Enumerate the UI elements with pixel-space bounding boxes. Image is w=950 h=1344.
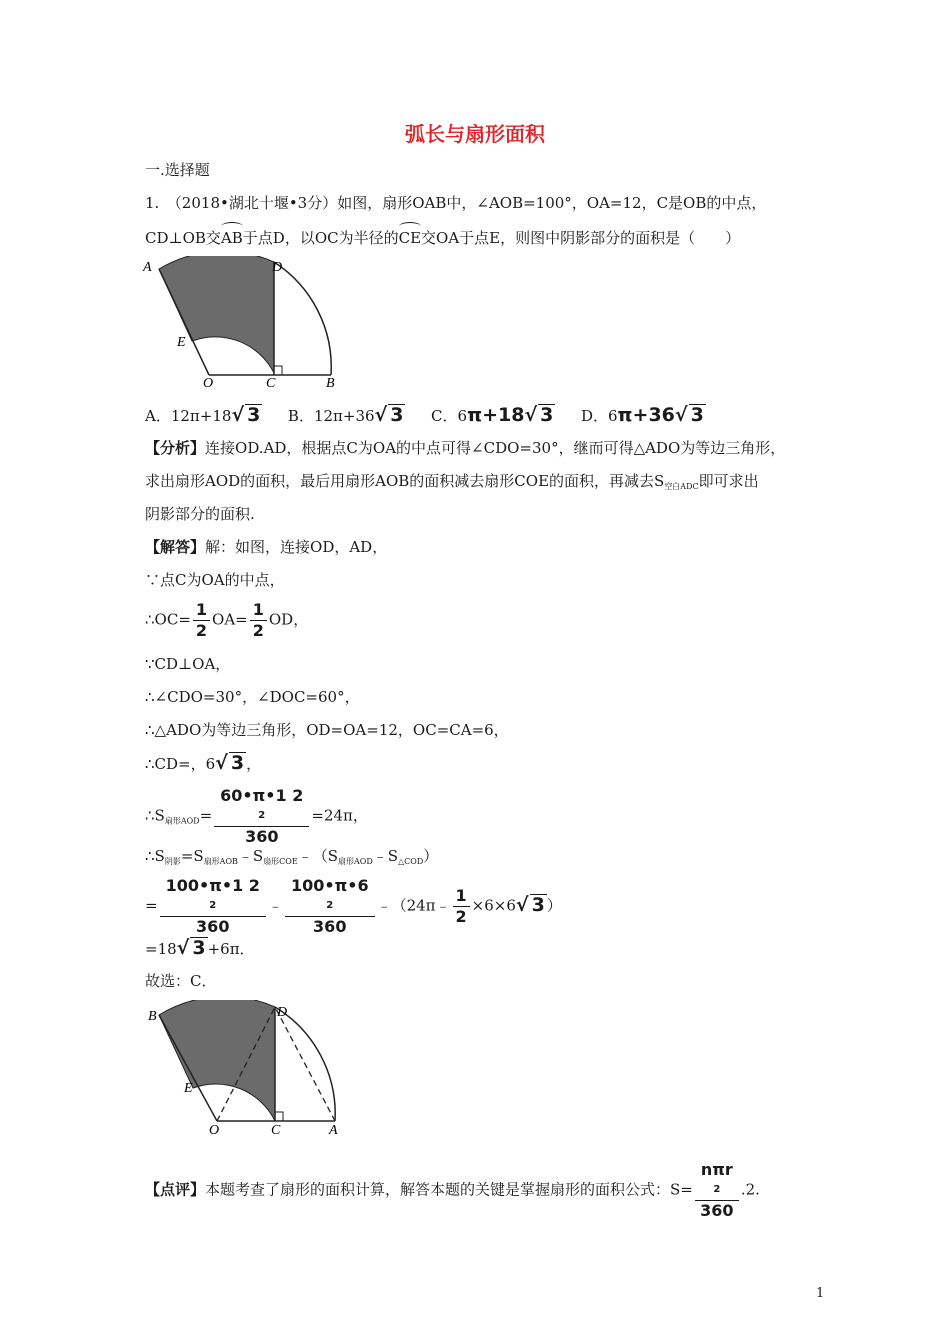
right-angle-mark bbox=[275, 1112, 283, 1121]
label-D: D bbox=[277, 1005, 288, 1020]
figure-2-sector-diagram bbox=[140, 1000, 350, 1140]
solution-step-2: ∴OC= $\frac{1}{2}$ OA= $\frac{1}{2}$ OD， bbox=[145, 600, 309, 640]
comment-line: 【点评】本题考查了扇形的面积计算，解答本题的关键是掌握扇形的面积公式：S= nπr 2 360 .2. bbox=[145, 1160, 760, 1220]
solution-step-10: =18√ 3 +6π． bbox=[145, 937, 255, 959]
page-title: 弧长与扇形面积 bbox=[405, 122, 545, 146]
right-angle-mark bbox=[274, 366, 282, 375]
analysis-line-2: 求出扇形AOD的面积，最后用扇形AOB的面积减去扇形COE的面积，再减去$S_{空白ADC}$即可求出 bbox=[145, 472, 759, 491]
shaded-region bbox=[159, 256, 274, 373]
question-text: CD⊥OB交 bbox=[145, 229, 221, 247]
solution-step-9: = 100•π•1 2 2 360 ﹣ 100•π•6 2 360 ﹣（24π﹣ $\frac{1}{2}$ ×6×6√ 3 ） bbox=[145, 876, 562, 936]
label-A: A bbox=[143, 260, 152, 275]
solution-step-7: $\therefore S_{扇形AOD}=$ 60•π•1 2 2 360 =24π， bbox=[145, 786, 368, 846]
outer-arc-right bbox=[274, 262, 331, 375]
analysis-line-1: 【分析】连接OD.AD，根据点C为OA的中点可得∠CDO=30°，继而可得△ADO为等边三角形， bbox=[145, 439, 786, 457]
label-E: E bbox=[177, 335, 186, 350]
label-C: C bbox=[266, 376, 276, 391]
shaded-region bbox=[159, 1000, 275, 1121]
arc-ab: AB bbox=[221, 228, 243, 248]
solution-step-3: ∵CD⊥OA， bbox=[145, 655, 231, 673]
solution-step-4: ∴∠CDO=30°，∠DOC=60°， bbox=[145, 688, 360, 706]
label-E: E bbox=[184, 1081, 193, 1096]
option-d: D．6π+36√ 3 bbox=[580, 404, 704, 426]
solution-step-8: $\therefore S_{阴影}=S_{扇形AOB}﹣S_{扇形COE}﹣(S_{扇形AOD}﹣S_{\triangle COD})$ bbox=[145, 847, 439, 866]
dashed-ad bbox=[275, 1007, 335, 1121]
label-D: D bbox=[272, 260, 283, 275]
solution-step-1: ∵点C为OA的中点， bbox=[145, 571, 285, 589]
label-O: O bbox=[203, 376, 214, 391]
arc-ce: CE bbox=[399, 228, 421, 248]
solution-step-5: ∴△ADO为等边三角形，OD=OA=12，OC=CA=6， bbox=[145, 721, 509, 739]
solution-answer: 故选：C． bbox=[145, 972, 217, 990]
section-heading: 一.选择题 bbox=[145, 161, 210, 179]
solution-step-6: ∴CD=，6√ 3 ， bbox=[145, 752, 262, 774]
option-b: B．12π+36√ 3 bbox=[287, 404, 404, 426]
label-A: A bbox=[329, 1123, 338, 1138]
label-B: B bbox=[148, 1009, 157, 1024]
option-c: C．6π+18√ 3 bbox=[431, 404, 554, 426]
solution-intro: 【解答】解：如图，连接OD，AD， bbox=[145, 538, 388, 556]
page-number: 1 bbox=[816, 1286, 825, 1301]
options-row bbox=[145, 404, 706, 426]
question-line-2 bbox=[145, 228, 740, 248]
question-text: 于点D，以OC为半径的 bbox=[242, 229, 399, 247]
label-O: O bbox=[209, 1123, 220, 1138]
label-B: B bbox=[326, 376, 335, 391]
label-C: C bbox=[271, 1123, 281, 1138]
option-a: A．12π+18√ 3 bbox=[145, 404, 261, 426]
question-line-1: 1. （2018•湖北十堰•3分）如图，扇形OAB中，∠AOB=100°，OA=12，C是OB的中点， bbox=[145, 194, 767, 212]
analysis-line-3: 阴影部分的面积. bbox=[145, 505, 255, 523]
figure-1-sector-diagram bbox=[140, 256, 350, 392]
question-text: 交OA于点E，则图中阴影部分的面积是（ ） bbox=[421, 229, 741, 247]
